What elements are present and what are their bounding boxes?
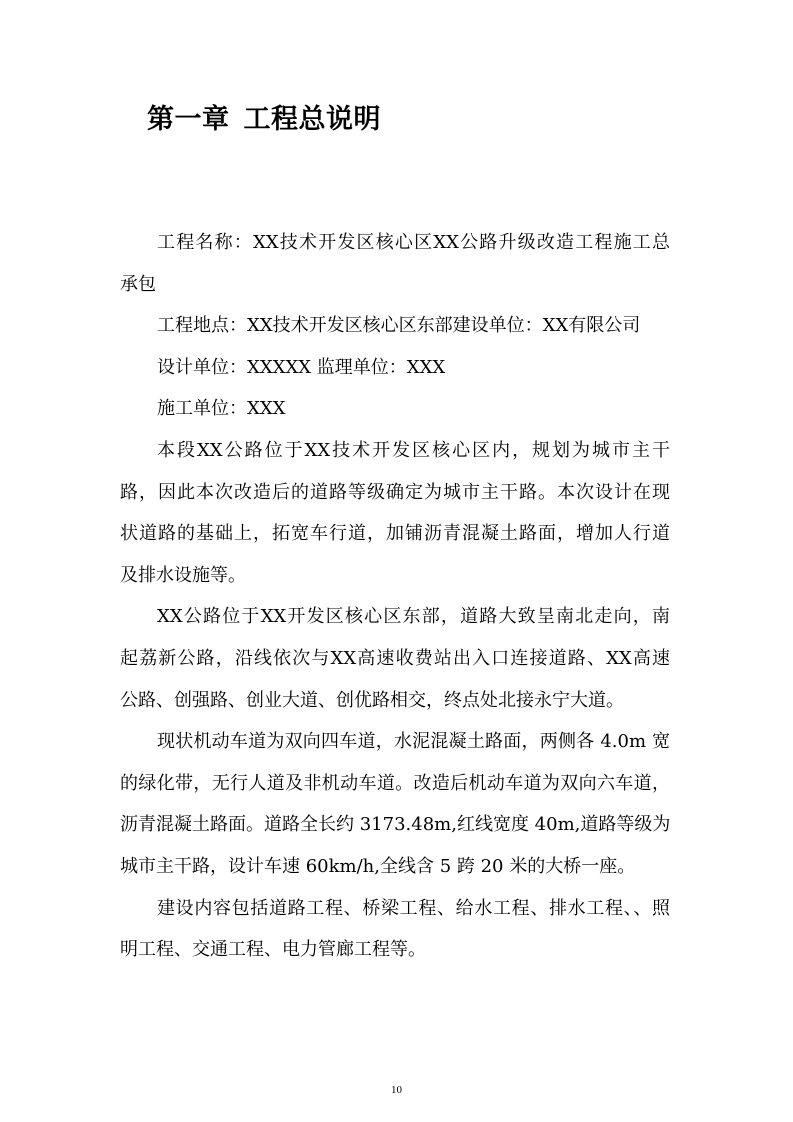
text-line: 工程地点：XX技术开发区核心区东部建设单位：XX有限公司 <box>157 315 641 337</box>
paragraph-project-overview <box>120 430 670 596</box>
chapter-number: 第一章 <box>147 104 230 135</box>
text-line: 公路、创强路、创业大道、创优路相交，终点处北接永宁大道。 <box>120 689 624 711</box>
paragraph-construction-scope <box>120 888 670 971</box>
text-line: 沥青混凝土路面。道路全长约 3173.48m,红线宽度 40m,道路等级为 <box>120 814 670 836</box>
text-line: 状道路的基础上，拓宽车行道，加铺沥青混凝土路面，增加人行道 <box>120 523 670 545</box>
text-line: 承包 <box>120 273 156 295</box>
paragraph-project-name <box>120 222 670 305</box>
text-line: 施工单位：XXX <box>157 398 286 420</box>
paragraph-route-description <box>120 596 670 721</box>
text-line: 设计单位：XXXXX 监理单位：XXX <box>157 356 446 378</box>
paragraph-project-location <box>120 305 670 347</box>
text-line: 现状机动车道为双向四车道，水泥混凝土路面，两侧各 4.0m 宽 <box>157 731 670 753</box>
text-line: 工程名称：XX技术开发区核心区XX公路升级改造工程施工总 <box>157 232 670 253</box>
text-line: 本段XX公路位于XX技术开发区核心区内，规划为城市主干 <box>157 439 670 461</box>
text-line: 建设内容包括道路工程、桥梁工程、给水工程、排水工程、、照 <box>157 897 670 919</box>
text-line: 及排水设施等。 <box>120 564 246 586</box>
chapter-heading: 工程总说明 <box>243 104 381 135</box>
text-line: 路，因此本次改造后的道路等级确定为城市主干路。本次设计在现 <box>120 481 670 503</box>
text-line: 城市主干路，设计车速 60km/h,全线含 5 跨 20 米的大桥一座。 <box>120 855 636 877</box>
paragraph-design-supervision-units <box>120 347 670 389</box>
text-line: 的绿化带，无行人道及非机动车道。改造后机动车道为双向六车道， <box>120 772 670 794</box>
text-line: XX公路位于XX开发区核心区东部，道路大致呈南北走向，南 <box>157 606 670 628</box>
text-line: 明工程、交通工程、电力管廊工程等。 <box>120 939 426 961</box>
chapter-title <box>147 100 381 140</box>
paragraph-construction-unit <box>120 388 670 430</box>
page-number: 10 <box>391 1084 402 1096</box>
text-line: 起荔新公路，沿线依次与XX高速收费站出入口连接道路、XX高速 <box>120 647 670 669</box>
body-text <box>120 222 670 971</box>
paragraph-road-status-and-design <box>120 721 670 887</box>
